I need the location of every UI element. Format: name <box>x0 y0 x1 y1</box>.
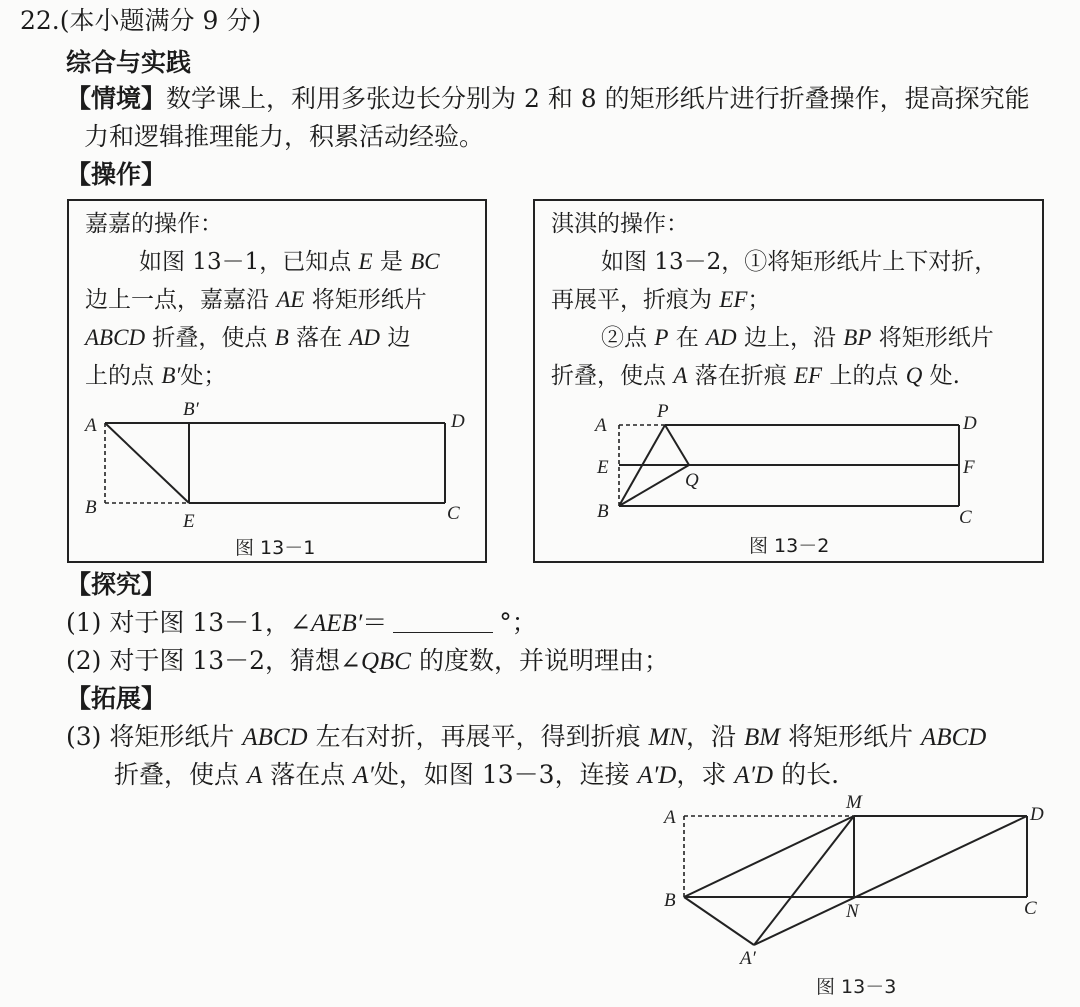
extend-tag: 【拓展】 <box>66 684 167 713</box>
var-BP: BP <box>843 325 872 350</box>
box1-text: 处； <box>180 363 227 389</box>
caption-13-3: 图 13－3 <box>816 976 897 998</box>
figure-13-1 <box>69 201 485 561</box>
context-text-1: 数学课上，利用多张边长分别为 2 和 8 的矩形纸片进行折叠操作，提高探究能 <box>166 84 1030 113</box>
figure-13-2 <box>535 201 1042 561</box>
label-P: P <box>657 401 669 422</box>
caption-13-2: 图 13－2 <box>749 535 830 557</box>
section-title: 综合与实践 <box>66 48 192 77</box>
question-2 <box>66 644 669 679</box>
label-B: B <box>597 501 609 522</box>
q3-text: 处，如图 13－3，连接 <box>373 760 630 789</box>
box2-text: 落在折痕 <box>694 363 787 389</box>
q1-equals: ＝ <box>362 608 388 637</box>
box2-text: 边上，沿 <box>743 325 836 351</box>
angle-QBC: ∠QBC <box>340 648 411 675</box>
box1-text: 将矩形纸片 <box>311 287 427 313</box>
box2-line1: 如图 13－2，①将矩形纸片上下对折， <box>601 249 998 275</box>
context-line-2: 力和逻辑推理能力，积累活动经验。 <box>84 122 485 151</box>
label-E: E <box>597 457 609 478</box>
var-A-prime-D: A′D <box>734 762 774 789</box>
box2-text: 折叠，使点 <box>551 363 666 389</box>
q2-text: 的度数，并说明理由； <box>418 646 669 675</box>
q3-text: 的长. <box>781 760 840 789</box>
box2-text: 再展平，折痕为 <box>551 287 712 313</box>
var-BM: BM <box>744 724 781 751</box>
q3-text: ，求 <box>676 760 727 789</box>
label-F: F <box>963 457 975 478</box>
label-E: E <box>183 511 195 532</box>
q3-text: 将矩形纸片 <box>788 722 914 751</box>
var-ABCD: ABCD <box>921 724 987 751</box>
explore-tag: 【探究】 <box>66 570 167 599</box>
box2-text: 在 <box>675 325 699 351</box>
box-jiajia <box>67 199 487 563</box>
var-ABCD: ABCD <box>85 325 146 350</box>
label-C: C <box>959 507 972 528</box>
var-EF: EF <box>794 363 823 388</box>
label-B-prime: B′ <box>183 399 199 420</box>
label-A: A <box>664 807 676 828</box>
operation-tag: 【操作】 <box>66 160 167 189</box>
context-line-1 <box>66 82 1030 116</box>
var-E: E <box>358 249 373 274</box>
var-P: P <box>654 325 669 350</box>
box2-text: 处. <box>929 363 960 389</box>
box1-text: 上的点 <box>85 363 154 389</box>
box-qiqi <box>533 199 1044 563</box>
label-M: M <box>846 792 862 813</box>
var-BC: BC <box>410 249 440 274</box>
label-N: N <box>846 901 859 922</box>
label-D: D <box>451 411 465 432</box>
label-A: A <box>595 415 607 436</box>
q2-text: (2) 对于图 13－2，猜想 <box>66 646 341 675</box>
box1-text: 边 <box>387 325 411 351</box>
var-B-prime: B′ <box>161 363 181 388</box>
var-B: B <box>274 325 289 350</box>
box2-title: 淇淇的操作： <box>551 211 689 237</box>
answer-blank[interactable] <box>393 610 493 633</box>
var-A-prime: A′ <box>353 762 374 789</box>
box1-title: 嘉嘉的操作： <box>85 211 223 237</box>
caption-13-1: 图 13－1 <box>235 537 316 559</box>
box1-text: 是 <box>379 249 403 275</box>
label-C: C <box>1024 898 1037 919</box>
box1-text: 如图 13－1，已知点 <box>139 249 352 275</box>
label-B: B <box>85 497 97 518</box>
var-AE: AE <box>276 287 305 312</box>
context-tag: 【情境】 <box>66 84 167 113</box>
box2-text: 上的点 <box>829 363 899 389</box>
score-note: (本小题满分 9 分) <box>59 6 262 35</box>
var-A: A <box>673 363 688 388</box>
label-D: D <box>963 413 977 434</box>
label-D: D <box>1030 804 1044 825</box>
box1-text: 折叠，使点 <box>152 325 268 351</box>
label-C: C <box>447 503 460 524</box>
question-number: 22. <box>20 6 60 35</box>
q1-text: (1) 对于图 13－1， <box>66 608 291 637</box>
question-1 <box>66 606 537 641</box>
var-ABCD: ABCD <box>242 724 308 751</box>
var-A-prime-D: A′D <box>637 762 677 789</box>
var-AD: AD <box>349 325 381 350</box>
box2-text: ； <box>747 287 771 313</box>
var-MN: MN <box>648 724 687 751</box>
label-A-prime: A′ <box>740 948 756 969</box>
box1-text: 落在 <box>296 325 343 351</box>
q1-degree: °； <box>499 608 537 637</box>
figure-13-3 <box>650 782 1070 1007</box>
q3-text: ，沿 <box>686 722 737 751</box>
q3-text: (3) 将矩形纸片 <box>66 722 235 751</box>
q3-text: 落在点 <box>270 760 346 789</box>
box2-text: ②点 <box>601 325 647 351</box>
label-Q: Q <box>685 470 699 491</box>
var-A: A <box>246 762 263 789</box>
angle-AEB-prime: ∠AEB′ <box>290 610 363 637</box>
question-header <box>20 4 261 38</box>
var-EF: EF <box>719 287 748 312</box>
question-3-line1 <box>66 720 986 755</box>
q3-text: 左右对折，再展平，得到折痕 <box>315 722 641 751</box>
var-AD: AD <box>706 325 737 350</box>
label-A: A <box>85 415 97 436</box>
label-B: B <box>664 890 676 911</box>
var-Q: Q <box>905 363 923 388</box>
box1-text: 边上一点，嘉嘉沿 <box>85 287 269 313</box>
q3-text: 折叠，使点 <box>114 760 240 789</box>
box2-text: 将矩形纸片 <box>878 325 994 351</box>
